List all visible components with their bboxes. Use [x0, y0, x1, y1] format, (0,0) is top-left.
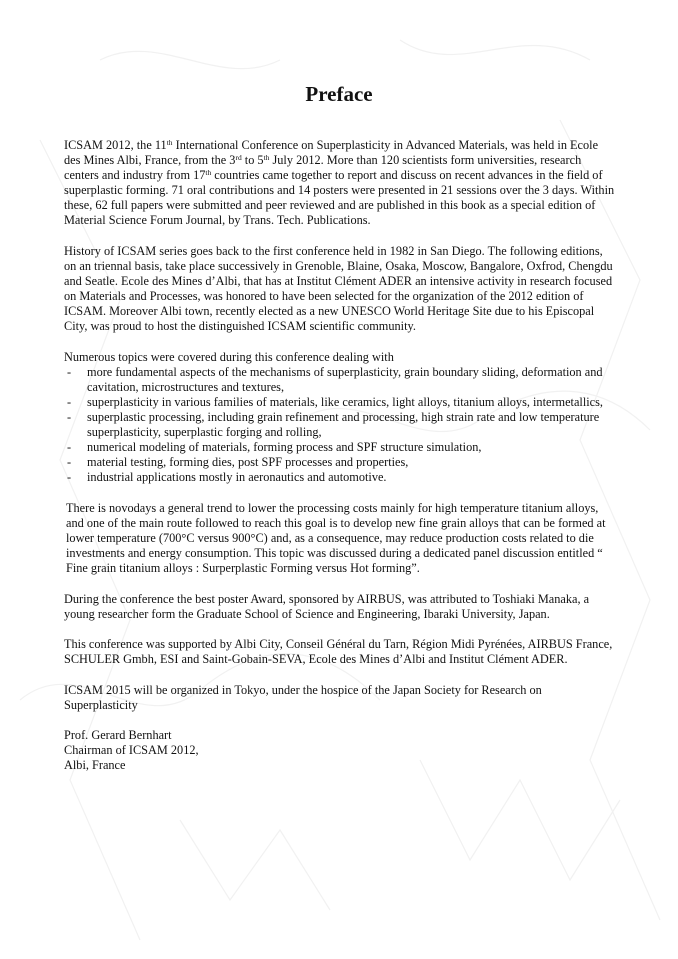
list-item: - industrial applications mostly in aeronautics and automotive.: [67, 470, 387, 485]
list-dash: -: [67, 364, 72, 379]
signature-place: Albi, France: [64, 758, 126, 773]
paragraph-next-conference: ICSAM 2015 will be organized in Tokyo, under the hospice of the Japan Society for Research on Superplasticity: [64, 682, 542, 712]
topics-intro: Numerous topics were covered during this conference dealing with: [64, 349, 394, 364]
paragraph-titanium-trend: There is novodays a general trend to lower the processing costs mainly for high temperature titanium alloys, and one of the main route followed to reach this goal is to develop new fine grain alloys that can be formed at lower temperature (700°C versus 900°C) and, as a consequence, may reduce production costs related to die investments and energy consumption. This topic was discussed during a dedicated panel discussion entitled “ Fine grain titanium alloys : Surperplastic Forming versus Hot forming”.: [66, 500, 606, 576]
list-dash: -: [67, 395, 72, 409]
paragraph-conference-intro: ICSAM 2012, the 11th International Conference on Superplasticity in Advanced Materials, was held in Ecole des Mines Albi, France, from the 3rd to 5th July 2012. More than 120 scientists form universities, research centers and industry from 17th countries came together to report and discuss on recent advances in the field of superplastic forming. 71 oral contributions and 14 posters were presented in 21 sessions over the 3 days. Within these, 62 full papers were submitted and peer reviewed and are published in this book as a special edition of Material Science Forum Journal, by Trans. Tech. Publications.: [64, 138, 615, 228]
signature-role: Chairman of ICSAM 2012,: [64, 743, 199, 758]
list-item: - more fundamental aspects of the mechanisms of superplasticity, grain boundary sliding, deformation and cavitation, microstructures and textures,: [67, 364, 603, 394]
preface-body: [64, 138, 616, 773]
list-dash: -: [67, 470, 72, 485]
paragraph-sponsors: This conference was supported by Albi City, Conseil Général du Tarn, Région Midi Pyrénées, AIRBUS France, SCHULER Gmbh, ESI and Saint-Gobain-SEVA, Ecole des Mines d’Albi and Institut Clément ADER.: [64, 637, 613, 667]
list-item: - numerical modeling of materials, forming process and SPF structure simulation,: [67, 440, 482, 455]
paragraph-history: History of ICSAM series goes back to the first conference held in 1982 in San Diego. The following editions, on an triennal basis, take place successively in Grenoble, Blaine, Osaka, Moscow, Bangalore, Oxfrod, Chengdu and Seatle. Ecole des Mines d’Albi, that has at Institut Clément ADER an intensive activity in research focused on Materials and Processes, was honored to have been selected for the organization of the 2012 edition of ICSAM. Moreover Albi town, recently elected as a new UNESCO World Heritage Site due to his Episcopal City, was proud to host the distinguished ICSAM scientific community.: [64, 243, 613, 334]
list-item: - superplastic processing, including grain refinement and processing, high strain rate and low temperature superplasticity, superplastic forging and rolling,: [67, 410, 600, 440]
list-item: - superplasticity in various families of materials, like ceramics, light alloys, titanium alloys, intermetallics,: [67, 395, 604, 409]
list-dash: -: [67, 455, 72, 470]
list-item: - material testing, forming dies, post SPF processes and properties,: [67, 455, 409, 470]
page-title: Preface: [305, 82, 373, 106]
list-dash: -: [67, 410, 72, 425]
paragraph-poster-award: During the conference the best poster Award, sponsored by AIRBUS, was attributed to Toshiaki Manaka, a young researcher form the Graduate School of Science and Engineering, Ibaraki University, Japan.: [64, 591, 590, 621]
list-dash: -: [67, 440, 72, 455]
signature-name: Prof. Gerard Bernhart: [64, 728, 172, 743]
topics-list: [64, 365, 616, 486]
